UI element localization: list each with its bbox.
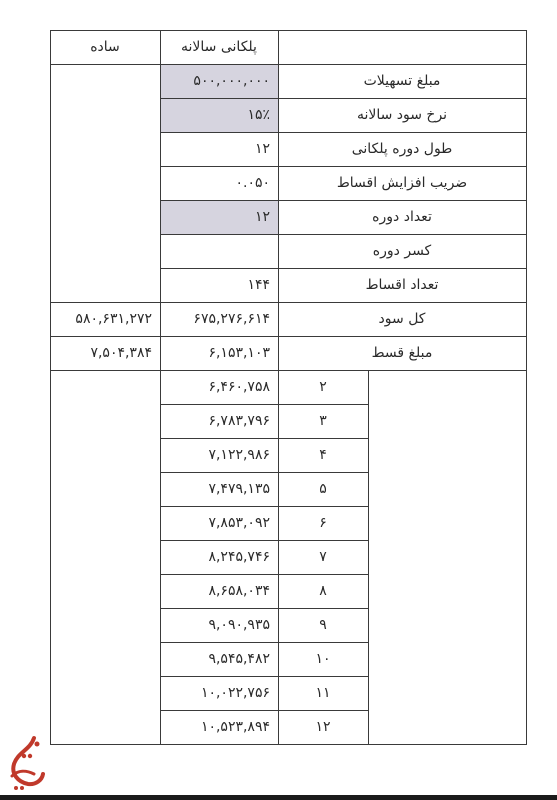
row-divider xyxy=(160,710,368,711)
param-label: مبلغ تسهیلات xyxy=(363,73,441,89)
row-divider xyxy=(160,268,526,269)
table-right-border xyxy=(526,30,527,744)
table-top-border xyxy=(50,30,526,31)
row-divider xyxy=(160,234,526,235)
installment-amount: ۹,۵۴۵,۴۸۲ xyxy=(208,651,270,667)
row-divider xyxy=(160,472,368,473)
header-simple: ساده xyxy=(90,39,120,55)
param-value: ۵۰۰,۰۰۰,۰۰۰ xyxy=(160,64,278,98)
param-value: ۱۴۴ xyxy=(247,277,270,293)
row-divider xyxy=(160,676,368,677)
total-stepped-value: ۶۷۵,۲۷۶,۶۱۴ xyxy=(193,311,270,327)
header-stepped: پلکانی سالانه xyxy=(181,39,257,55)
installment-amount: ۷,۴۷۹,۱۳۵ xyxy=(208,481,270,497)
row-divider xyxy=(160,404,368,405)
table-left-border xyxy=(50,30,51,744)
installment-period: ۷ xyxy=(319,549,327,565)
tasnim-logo xyxy=(4,730,48,792)
param-label: طول دوره پلکانی xyxy=(351,141,453,157)
installment-period: ۱۱ xyxy=(315,685,331,701)
installment-amount: ۷,۸۵۳,۰۹۲ xyxy=(208,515,270,531)
section-divider xyxy=(50,302,526,303)
installment-period: ۵ xyxy=(319,481,327,497)
installment-amount: ۱۰,۵۲۳,۸۹۴ xyxy=(200,719,270,735)
row-divider xyxy=(160,200,526,201)
installment-amount: ۸,۶۵۸,۰۳۴ xyxy=(208,583,270,599)
installment-amount: ۹,۰۹۰,۹۳۵ xyxy=(208,617,270,633)
installment-period: ۴ xyxy=(319,447,327,463)
installment-amount: ۷,۱۲۲,۹۸۶ xyxy=(208,447,270,463)
installment-period: ۱۰ xyxy=(315,651,331,667)
column-divider xyxy=(160,30,161,744)
total-stepped-value: ۶,۱۵۳,۱۰۳ xyxy=(208,345,270,361)
param-value: ۱۲ xyxy=(160,200,278,234)
column-divider xyxy=(278,30,279,744)
total-simple-value: ۵۸۰,۶۳۱,۲۷۲ xyxy=(75,311,152,327)
row-divider xyxy=(160,574,368,575)
installment-amount: ۶,۷۸۳,۷۹۶ xyxy=(208,413,270,429)
installment-period: ۱۲ xyxy=(315,719,331,735)
installment-period: ۸ xyxy=(319,583,327,599)
total-simple-value: ۷,۵۰۴,۳۸۴ xyxy=(90,345,152,361)
param-value xyxy=(160,234,278,268)
row-divider xyxy=(160,132,526,133)
param-label: نرخ سود سالانه xyxy=(356,107,448,123)
header-empty xyxy=(278,30,526,64)
installment-period: ۶ xyxy=(319,515,327,531)
total-label: مبلغ قسط xyxy=(371,345,433,361)
row-divider xyxy=(160,506,368,507)
param-value: ۱۲ xyxy=(254,141,270,157)
row-divider xyxy=(160,98,526,99)
row-divider xyxy=(160,166,526,167)
param-label: ضریب افزایش اقساط xyxy=(336,175,468,191)
total-label: کل سود xyxy=(378,311,426,327)
param-value: ۱۵٪ xyxy=(160,98,278,132)
installment-period: ۳ xyxy=(319,413,327,429)
param-label: تعداد اقساط xyxy=(365,277,439,293)
header-divider xyxy=(50,64,526,65)
row-divider xyxy=(160,438,368,439)
installment-amount: ۸,۲۴۵,۷۴۶ xyxy=(208,549,270,565)
table-bottom-border xyxy=(50,744,527,745)
installment-period: ۹ xyxy=(319,617,327,633)
installment-period: ۲ xyxy=(319,379,327,395)
installment-amount: ۱۰,۰۲۲,۷۵۶ xyxy=(200,685,270,701)
column-divider xyxy=(368,370,369,744)
param-label: تعداد دوره xyxy=(372,209,432,225)
row-divider xyxy=(160,642,368,643)
row-divider xyxy=(50,370,526,371)
param-value: ۰.۰۵۰ xyxy=(235,175,270,191)
param-label: کسر دوره xyxy=(372,243,432,259)
row-divider xyxy=(160,608,368,609)
page-bottom-edge xyxy=(0,795,557,800)
row-divider xyxy=(160,540,368,541)
installment-amount: ۶,۴۶۰,۷۵۸ xyxy=(208,379,270,395)
row-divider xyxy=(50,336,526,337)
